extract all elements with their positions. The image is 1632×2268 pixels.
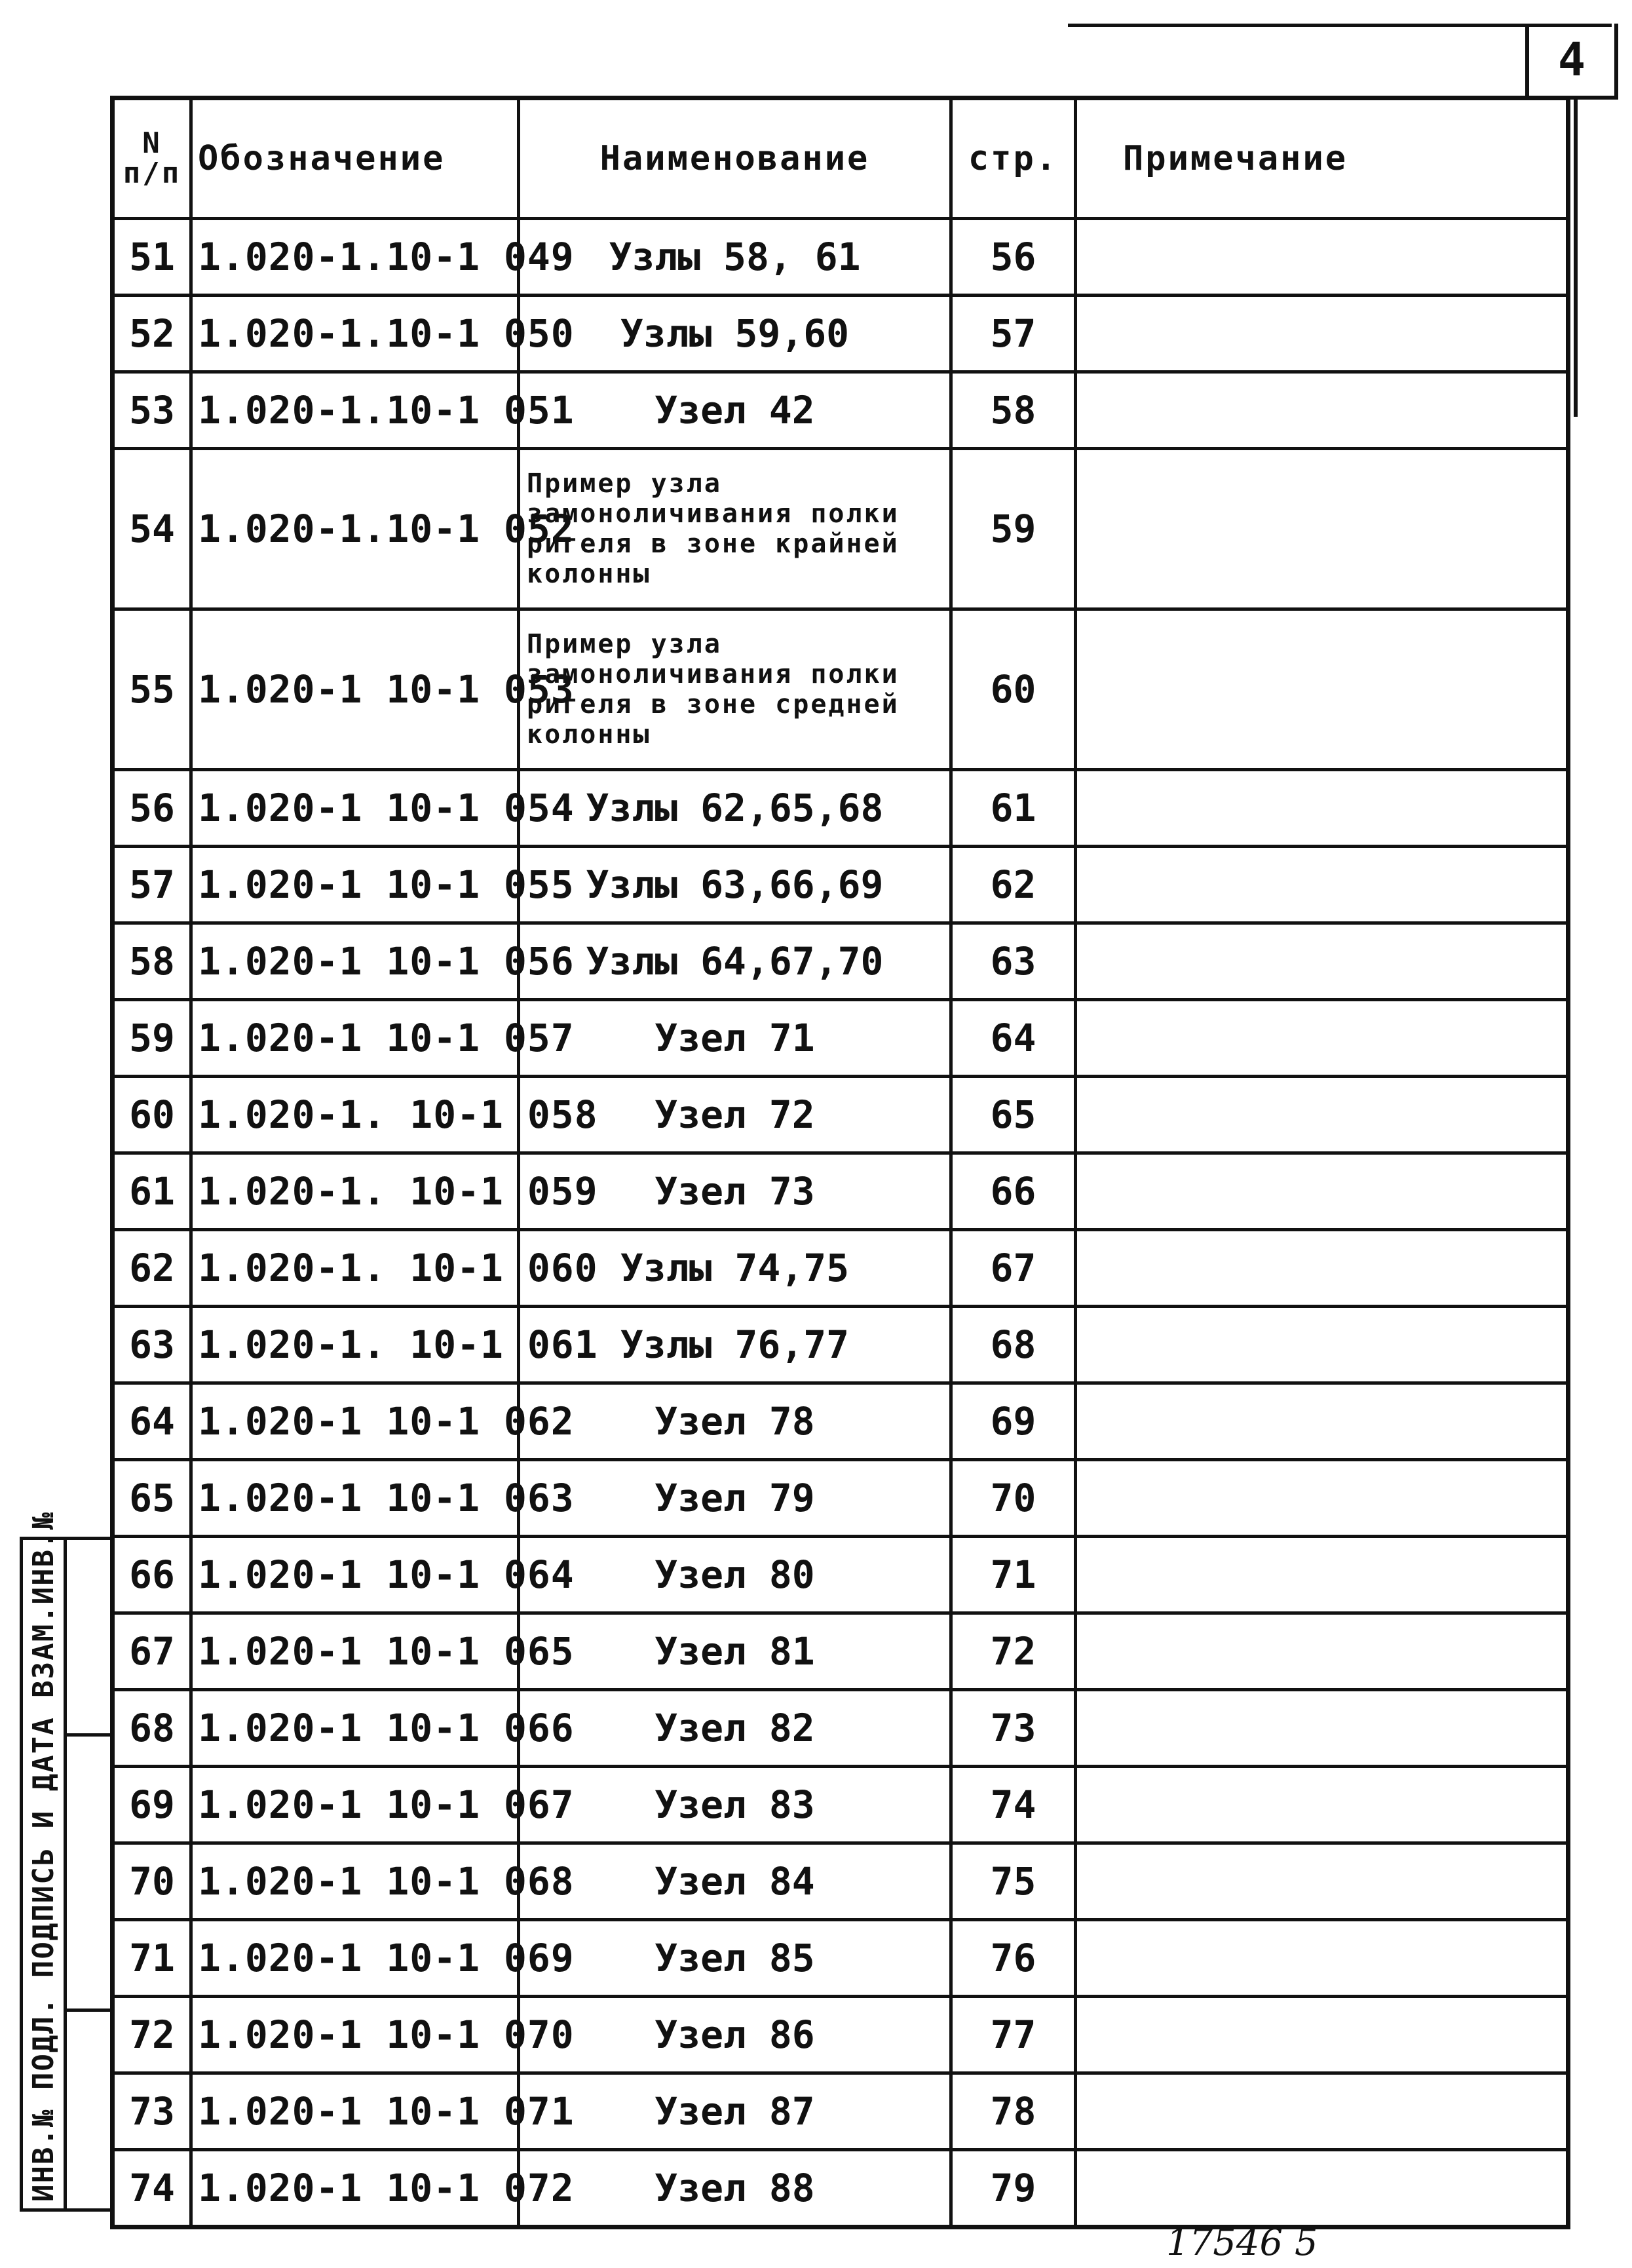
row-note: [1076, 1690, 1568, 1767]
table-row: [113, 1153, 1568, 1230]
table-row: [113, 1843, 1568, 1920]
table-row: [113, 449, 1568, 609]
table-row: [113, 1997, 1568, 2073]
row-page: 65: [951, 1077, 1076, 1153]
row-number: 54: [113, 449, 191, 609]
table-row: [113, 923, 1568, 1000]
row-page: 76: [951, 1920, 1076, 1997]
row-number: 69: [113, 1767, 191, 1843]
row-page: 69: [951, 1383, 1076, 1460]
row-name: Узел 86: [519, 1997, 951, 2073]
header-row: [113, 98, 1568, 219]
row-note: [1076, 296, 1568, 372]
row-designation: 1.020-1 10-1 062: [191, 1383, 519, 1460]
table-row: [113, 1690, 1568, 1767]
table-row: [113, 1767, 1568, 1843]
row-number: 51: [113, 219, 191, 296]
row-page: 62: [951, 847, 1076, 923]
row-note: [1076, 1000, 1568, 1077]
row-designation: 1.020-1 10-1 067: [191, 1767, 519, 1843]
row-page: 74: [951, 1767, 1076, 1843]
row-number: 62: [113, 1230, 191, 1307]
row-page: 67: [951, 1230, 1076, 1307]
table-row: [113, 1000, 1568, 1077]
contents-table: [110, 96, 1570, 2229]
table-row: [113, 1307, 1568, 1383]
row-designation: 1.020-1 10-1 054: [191, 770, 519, 847]
row-number: 53: [113, 372, 191, 449]
row-designation: 1.020-1.10-1 049: [191, 219, 519, 296]
row-page: 57: [951, 296, 1076, 372]
table-row: [113, 2150, 1568, 2227]
row-designation: 1.020-1 10-1 064: [191, 1537, 519, 1613]
row-number: 56: [113, 770, 191, 847]
row-note: [1076, 1383, 1568, 1460]
row-page: 66: [951, 1153, 1076, 1230]
row-number: 59: [113, 1000, 191, 1077]
row-designation: 1.020-1 10-1 069: [191, 1920, 519, 1997]
row-page: 64: [951, 1000, 1076, 1077]
row-note: [1076, 2073, 1568, 2150]
row-page: 73: [951, 1690, 1076, 1767]
row-designation: 1.020-1 10-1 055: [191, 847, 519, 923]
approval-stamp: [20, 1510, 115, 2212]
row-name: Пример узла замоноличивания полки ригеля в зоне средней колонны: [519, 609, 951, 770]
header-page: стр.: [951, 98, 1076, 219]
row-designation: 1.020-1.10-1 050: [191, 296, 519, 372]
row-number: 66: [113, 1537, 191, 1613]
row-designation: 1.020-1 10-1 056: [191, 923, 519, 1000]
row-page: 78: [951, 2073, 1076, 2150]
row-page: 58: [951, 372, 1076, 449]
row-note: [1076, 847, 1568, 923]
row-note: [1076, 770, 1568, 847]
row-name: Пример узла замоноличивания полки ригеля в зоне крайней колонны: [519, 449, 951, 609]
page-number: 4: [1557, 33, 1586, 86]
row-name: Узел 42: [519, 372, 951, 449]
row-page: 68: [951, 1307, 1076, 1383]
row-name: Узел 80: [519, 1537, 951, 1613]
row-designation: 1.020-1 10-1 057: [191, 1000, 519, 1077]
row-number: 72: [113, 1997, 191, 2073]
row-note: [1076, 1153, 1568, 1230]
row-page: 61: [951, 770, 1076, 847]
row-number: 57: [113, 847, 191, 923]
table-row: [113, 770, 1568, 847]
row-note: [1076, 1997, 1568, 2073]
row-note: [1076, 1537, 1568, 1613]
row-note: [1076, 1613, 1568, 1690]
page-number-box: [1525, 24, 1618, 100]
table-row: [113, 219, 1568, 296]
row-name: Узел 82: [519, 1690, 951, 1767]
row-number: 74: [113, 2150, 191, 2227]
row-page: 71: [951, 1537, 1076, 1613]
row-name: Узел 72: [519, 1077, 951, 1153]
row-number: 60: [113, 1077, 191, 1153]
row-designation: 1.020-1 10-1 066: [191, 1690, 519, 1767]
row-name: Узел 71: [519, 1000, 951, 1077]
table-row: [113, 1077, 1568, 1153]
row-name: Узел 79: [519, 1460, 951, 1537]
row-number: 55: [113, 609, 191, 770]
table-row: [113, 372, 1568, 449]
row-designation: 1.020-1.10-1 052: [191, 449, 519, 609]
row-name: Узлы 62,65,68: [519, 770, 951, 847]
row-note: [1076, 372, 1568, 449]
row-page: 75: [951, 1843, 1076, 1920]
footer-number: 17546 5: [1166, 2221, 1318, 2264]
row-designation: 1.020-1. 10-1 058: [191, 1077, 519, 1153]
row-number: 67: [113, 1613, 191, 1690]
row-name: Узел 88: [519, 2150, 951, 2227]
row-page: 60: [951, 609, 1076, 770]
row-note: [1076, 1460, 1568, 1537]
table-row: [113, 1537, 1568, 1613]
table-row: [113, 296, 1568, 372]
row-name: Узел 81: [519, 1613, 951, 1690]
right-stub-line: [1574, 96, 1578, 417]
row-designation: 1.020-1.10-1 051: [191, 372, 519, 449]
row-name: Узлы 63,66,69: [519, 847, 951, 923]
row-name: Узлы 58, 61: [519, 219, 951, 296]
row-number: 58: [113, 923, 191, 1000]
header-num: N п/п: [113, 98, 191, 219]
row-designation: 1.020-1. 10-1 059: [191, 1153, 519, 1230]
row-note: [1076, 1307, 1568, 1383]
row-designation: 1.020-1 10-1 065: [191, 1613, 519, 1690]
row-number: 70: [113, 1843, 191, 1920]
row-name: Узлы 59,60: [519, 296, 951, 372]
row-designation: 1.020-1 10-1 068: [191, 1843, 519, 1920]
row-name: Узел 78: [519, 1383, 951, 1460]
row-note: [1076, 1767, 1568, 1843]
header-designation: Обозначение: [191, 98, 519, 219]
row-page: 56: [951, 219, 1076, 296]
stamp-divider: [64, 2009, 115, 2012]
row-number: 65: [113, 1460, 191, 1537]
row-number: 52: [113, 296, 191, 372]
row-name: Узел 73: [519, 1153, 951, 1230]
row-number: 71: [113, 1920, 191, 1997]
table-row: [113, 609, 1568, 770]
row-name: Узел 85: [519, 1920, 951, 1997]
stamp-label: ИНВ.№ ПОДЛ. ПОДПИСЬ И ДАТА ВЗАМ.ИНВ.№: [27, 1510, 60, 2202]
row-note: [1076, 923, 1568, 1000]
row-designation: 1.020-1 10-1 063: [191, 1460, 519, 1537]
table-row: [113, 1920, 1568, 1997]
table-row: [113, 847, 1568, 923]
row-designation: 1.020-1 10-1 071: [191, 2073, 519, 2150]
row-note: [1076, 219, 1568, 296]
row-designation: 1.020-1. 10-1 061: [191, 1307, 519, 1383]
row-name: Узел 87: [519, 2073, 951, 2150]
row-designation: 1.020-1 10-1 072: [191, 2150, 519, 2227]
row-page: 72: [951, 1613, 1076, 1690]
row-page: 79: [951, 2150, 1076, 2227]
table-row: [113, 1613, 1568, 1690]
row-designation: 1.020-1 10-1 053: [191, 609, 519, 770]
row-name: Узлы 64,67,70: [519, 923, 951, 1000]
contents-sheet: [110, 96, 1570, 2229]
row-number: 64: [113, 1383, 191, 1460]
row-number: 61: [113, 1153, 191, 1230]
row-number: 73: [113, 2073, 191, 2150]
table-row: [113, 1230, 1568, 1307]
header-name: Наименование: [519, 98, 951, 219]
row-name: Узлы 76,77: [519, 1307, 951, 1383]
row-page: 77: [951, 1997, 1076, 2073]
header-note: Примечание: [1076, 98, 1568, 219]
row-note: [1076, 609, 1568, 770]
row-note: [1076, 1077, 1568, 1153]
row-page: 63: [951, 923, 1076, 1000]
table-row: [113, 1460, 1568, 1537]
row-note: [1076, 2150, 1568, 2227]
row-designation: 1.020-1 10-1 070: [191, 1997, 519, 2073]
row-note: [1076, 1843, 1568, 1920]
row-number: 68: [113, 1690, 191, 1767]
row-page: 70: [951, 1460, 1076, 1537]
row-note: [1076, 449, 1568, 609]
table-row: [113, 1383, 1568, 1460]
row-note: [1076, 1920, 1568, 1997]
row-name: Узел 83: [519, 1767, 951, 1843]
row-number: 63: [113, 1307, 191, 1383]
row-page: 59: [951, 449, 1076, 609]
row-note: [1076, 1230, 1568, 1307]
row-name: Узел 84: [519, 1843, 951, 1920]
table-row: [113, 2073, 1568, 2150]
row-name: Узлы 74,75: [519, 1230, 951, 1307]
stamp-divider: [64, 1733, 115, 1737]
stamp-label-column: [23, 1510, 67, 2208]
row-designation: 1.020-1. 10-1 060: [191, 1230, 519, 1307]
